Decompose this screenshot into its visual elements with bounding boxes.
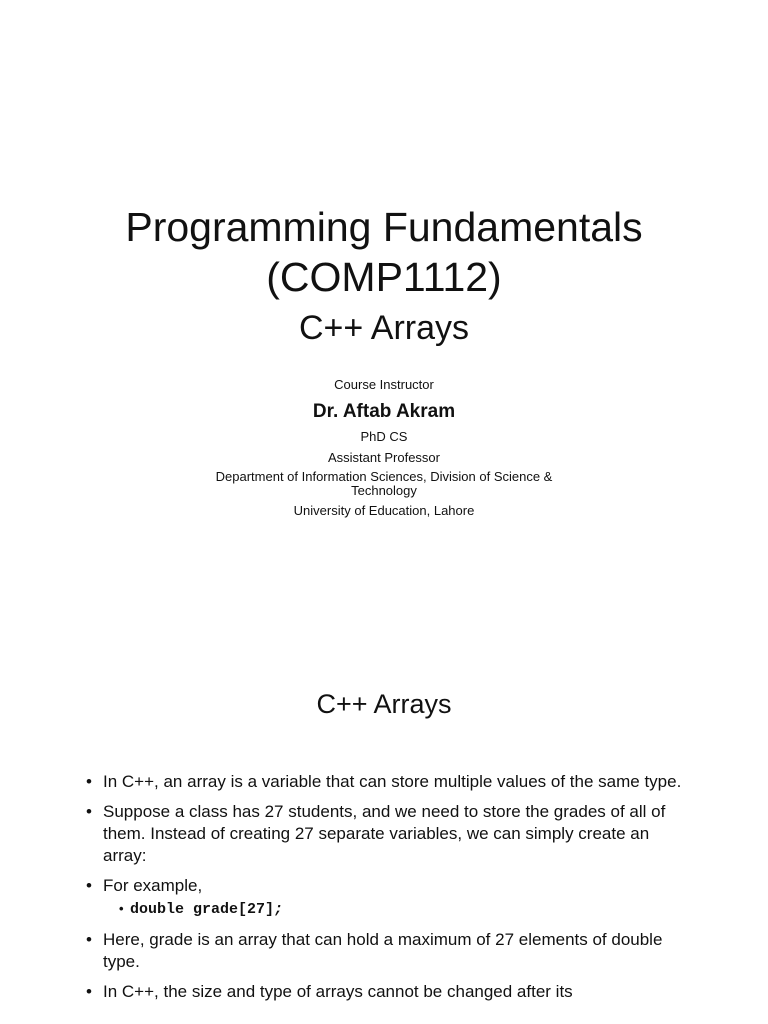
- bullet-text: Here, grade is an array that can hold a maximum of 27 elements of double type.: [103, 930, 663, 971]
- lecture-title: C++ Arrays: [298, 309, 470, 347]
- instructor-block: [0, 376, 768, 523]
- code-text: double grade[27]: [130, 901, 275, 918]
- bullet-dot-icon: •: [86, 876, 92, 895]
- bullet-dot-icon: •: [86, 982, 92, 1001]
- sub-bullet-dot-icon: •: [119, 901, 124, 916]
- bullet-text: In C++, the size and type of arrays cannot be changed after its: [103, 982, 573, 1001]
- course-title-line-2: (COMP1112): [266, 254, 502, 300]
- instructor-degree: PhD CS: [360, 429, 408, 444]
- instructor-label: Course Instructor: [334, 377, 434, 392]
- bullet-item: [86, 875, 686, 921]
- bullet-item: [86, 801, 686, 867]
- instructor-name: Dr. Aftab Akram: [312, 401, 456, 422]
- course-title-line-1: Programming Fundamentals: [125, 204, 643, 250]
- slide-title: C++ Arrays: [316, 689, 452, 719]
- instructor-position: Assistant Professor: [328, 450, 440, 465]
- instructor-university: University of Education, Lahore: [293, 503, 475, 518]
- bullet-text: Suppose a class has 27 students, and we need to store the grades of all of them. Instead of creating 27 separate variables, we can simply create an array:: [103, 802, 666, 865]
- bullet-dot-icon: •: [86, 772, 92, 791]
- bullet-dot-icon: •: [86, 802, 92, 821]
- instructor-department: Department of Information Sciences, Division of Science & Technology: [215, 469, 553, 498]
- bullet-text: For example,: [103, 876, 203, 895]
- code-terminator: ;: [274, 901, 284, 918]
- bullet-item: [86, 929, 686, 973]
- bullet-dot-icon: •: [86, 930, 92, 949]
- code-example: [103, 899, 686, 921]
- bullet-item: [86, 981, 686, 1003]
- bullet-item: [86, 771, 686, 793]
- bullet-text: In C++, an array is a variable that can store multiple values of the same type.: [103, 772, 682, 791]
- title-block: [0, 202, 768, 350]
- bullet-list: [86, 771, 686, 1011]
- course-title: [0, 202, 768, 302]
